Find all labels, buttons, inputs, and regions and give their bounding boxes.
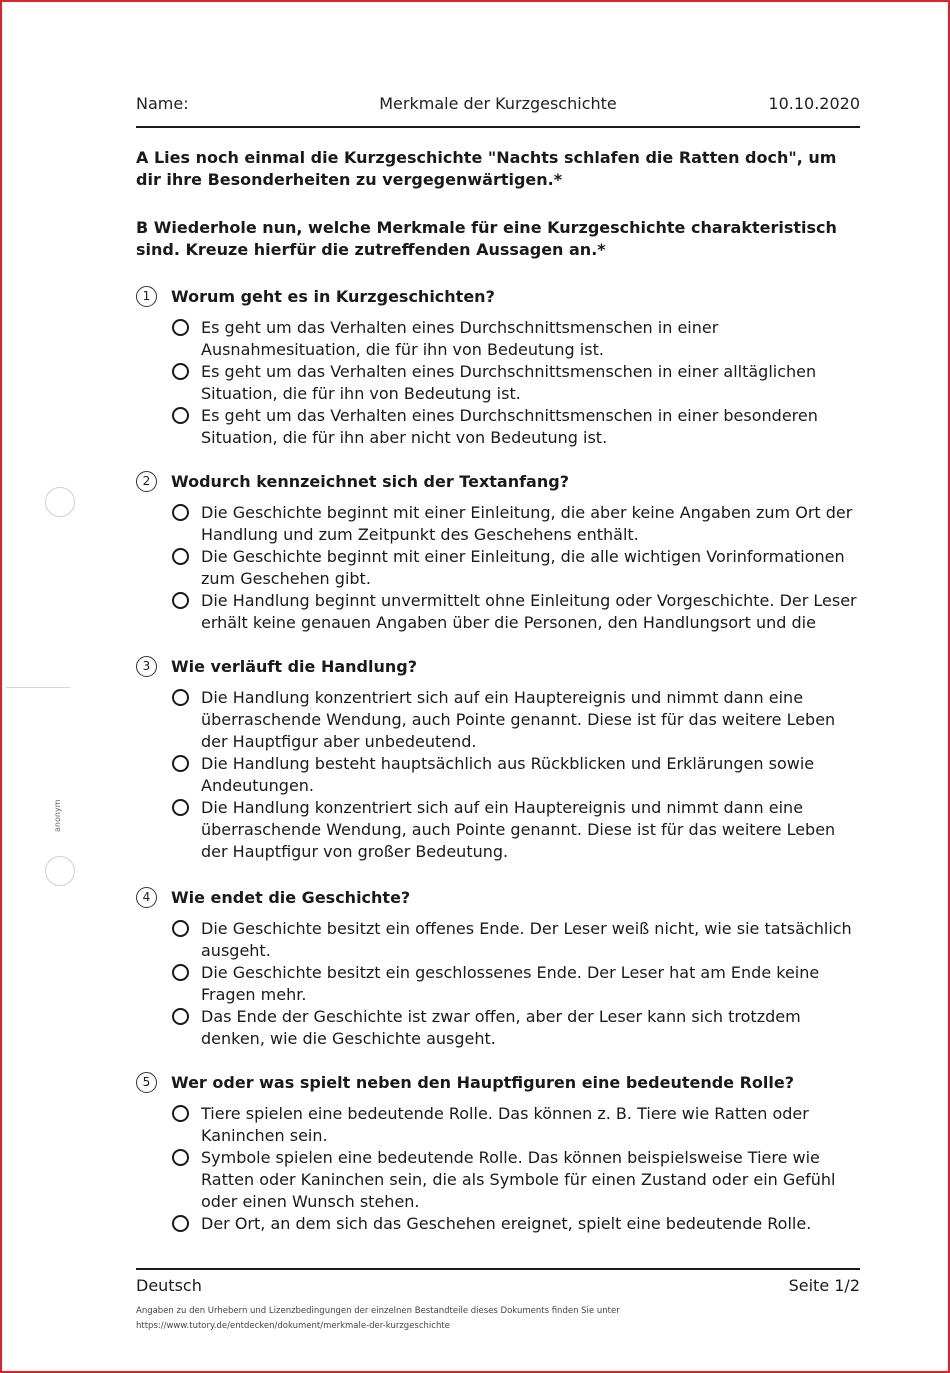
option-label: Die Handlung besteht hauptsächlich aus Rückblicken und Erklärungen sowie Andeutungen. [201, 754, 815, 795]
option-label: Der Ort, an dem sich das Geschehen ereignet, spielt eine bedeutende Rolle. [201, 1214, 812, 1233]
question-5-title: Wer oder was spielt neben den Hauptfiguren eine bedeutende Rolle? [171, 1073, 795, 1092]
date-label: 10.10.2020 [768, 94, 860, 113]
option-3-3[interactable] [172, 797, 862, 863]
question-number-4: 4 [136, 887, 157, 908]
credit-line-1: Angaben zu den Urhebern und Lizenzbedingungen der einzelnen Bestandteile dieses Dokuments finden Sie unter [136, 1306, 620, 1316]
question-4-title: Wie endet die Geschichte? [171, 888, 411, 907]
footer-divider [136, 1268, 860, 1270]
option-4-3[interactable] [172, 1006, 862, 1050]
option-label: Es geht um das Verhalten eines Durchschnittsmenschen in einer besonderen Situation, die für ihn aber nicht von Bedeutung ist. [201, 406, 818, 447]
question-1-title: Worum geht es in Kurzgeschichten? [171, 287, 495, 306]
instruction-a: A Lies noch einmal die Kurzgeschichte "Nachts schlafen die Ratten doch", um dir ihre Besonderheiten zu vergegenwärtigen.* [136, 148, 837, 189]
radio-circle-icon[interactable] [172, 799, 189, 816]
radio-circle-icon[interactable] [172, 755, 189, 772]
page-header [136, 94, 860, 118]
question-number-1: 1 [136, 286, 157, 307]
question-5-heading [136, 1072, 860, 1096]
option-4-1[interactable] [172, 918, 862, 962]
radio-circle-icon[interactable] [172, 1008, 189, 1025]
credit-link[interactable]: https://www.tutory.de/entdecken/dokument/merkmale-der-kurzgeschichte [136, 1321, 450, 1331]
radio-circle-icon[interactable] [172, 548, 189, 565]
option-3-1[interactable] [172, 687, 862, 753]
option-5-3[interactable] [172, 1213, 862, 1235]
question-number-3: 3 [136, 656, 157, 677]
name-label: Name: [136, 94, 189, 113]
question-3-heading [136, 656, 860, 680]
option-label: Die Handlung beginnt unvermittelt ohne Einleitung oder Vorgeschichte. Der Leser erhält keine genauen Angaben über die Personen, den Handlungsort und die [201, 591, 857, 632]
radio-circle-icon[interactable] [172, 964, 189, 981]
option-4-2[interactable] [172, 962, 862, 1006]
option-label: Die Geschichte besitzt ein offenes Ende. Der Leser weiß nicht, wie sie tatsächlich ausgeht. [201, 919, 852, 960]
question-number-2: 2 [136, 471, 157, 492]
option-label: Es geht um das Verhalten eines Durchschnittsmenschen in einer Ausnahmesituation, die für ihn von Bedeutung ist. [201, 318, 719, 359]
radio-circle-icon[interactable] [172, 407, 189, 424]
option-label: Symbole spielen eine bedeutende Rolle. Das können beispielsweise Tiere wie Ratten oder Kaninchen sein, die als Symbole für einen Zustand oder ein Gefühl oder einen Wunsch stehen. [201, 1148, 836, 1211]
page-title: Merkmale der Kurzgeschichte [379, 94, 617, 113]
radio-circle-icon[interactable] [172, 1105, 189, 1122]
radio-circle-icon[interactable] [172, 1149, 189, 1166]
option-label: Es geht um das Verhalten eines Durchschnittsmenschen in einer alltäglichen Situation, die für ihn von Bedeutung ist. [201, 362, 817, 403]
radio-circle-icon[interactable] [172, 592, 189, 609]
option-label: Die Geschichte beginnt mit einer Einleitung, die aber keine Angaben zum Ort der Handlung und zum Zeitpunkt des Geschehens enthält. [201, 503, 853, 544]
option-label: Die Handlung konzentriert sich auf ein Hauptereignis und nimmt dann eine überraschende Wendung, auch Pointe genannt. Diese ist für das weitere Leben der Hauptfigur von großer Bedeutung. [201, 798, 836, 861]
option-5-1[interactable] [172, 1103, 862, 1147]
option-1-1[interactable] [172, 317, 862, 361]
option-5-2[interactable] [172, 1147, 862, 1213]
question-number-5: 5 [136, 1072, 157, 1093]
question-3-title: Wie verläuft die Handlung? [171, 657, 417, 676]
radio-circle-icon[interactable] [172, 920, 189, 937]
header-divider [136, 126, 860, 128]
question-1-heading [136, 286, 860, 310]
instruction-b: B Wiederhole nun, welche Merkmale für eine Kurzgeschichte charakteristisch sind. Kreuze hierfür die zutreffenden Aussagen an.* [136, 218, 837, 259]
anon-label: anonym [53, 799, 62, 832]
option-label: Die Handlung konzentriert sich auf ein Hauptereignis und nimmt dann eine überraschende Wendung, auch Pointe genannt. Diese ist für das weitere Leben der Hauptfigur aber unbedeutend. [201, 688, 836, 751]
option-1-3[interactable] [172, 405, 862, 449]
option-label: Die Geschichte beginnt mit einer Einleitung, die alle wichtigen Vorinformationen zum Geschehen gibt. [201, 547, 845, 588]
radio-circle-icon[interactable] [172, 689, 189, 706]
punch-hole-bottom [45, 856, 75, 886]
footer-page-number: Seite 1/2 [788, 1276, 860, 1295]
option-2-1[interactable] [172, 502, 862, 546]
question-2-title: Wodurch kennzeichnet sich der Textanfang? [171, 472, 569, 491]
option-1-2[interactable] [172, 361, 862, 405]
option-2-2[interactable] [172, 546, 862, 590]
footer-credit [136, 1304, 856, 1334]
radio-circle-icon[interactable] [172, 363, 189, 380]
radio-circle-icon[interactable] [172, 504, 189, 521]
footer-subject: Deutsch [136, 1276, 202, 1295]
fold-mark [6, 687, 70, 688]
option-label: Tiere spielen eine bedeutende Rolle. Das können z. B. Tiere wie Ratten oder Kaninchen sein. [201, 1104, 809, 1145]
option-2-3[interactable] [172, 590, 862, 634]
option-label: Das Ende der Geschichte ist zwar offen, aber der Leser kann sich trotzdem denken, wie die Geschichte ausgeht. [201, 1007, 801, 1048]
option-3-2[interactable] [172, 753, 862, 797]
question-2-heading [136, 471, 860, 495]
radio-circle-icon[interactable] [172, 1215, 189, 1232]
radio-circle-icon[interactable] [172, 319, 189, 336]
question-4-heading [136, 887, 860, 911]
option-label: Die Geschichte besitzt ein geschlossenes Ende. Der Leser hat am Ende keine Fragen mehr. [201, 963, 820, 1004]
punch-hole-top [45, 487, 75, 517]
